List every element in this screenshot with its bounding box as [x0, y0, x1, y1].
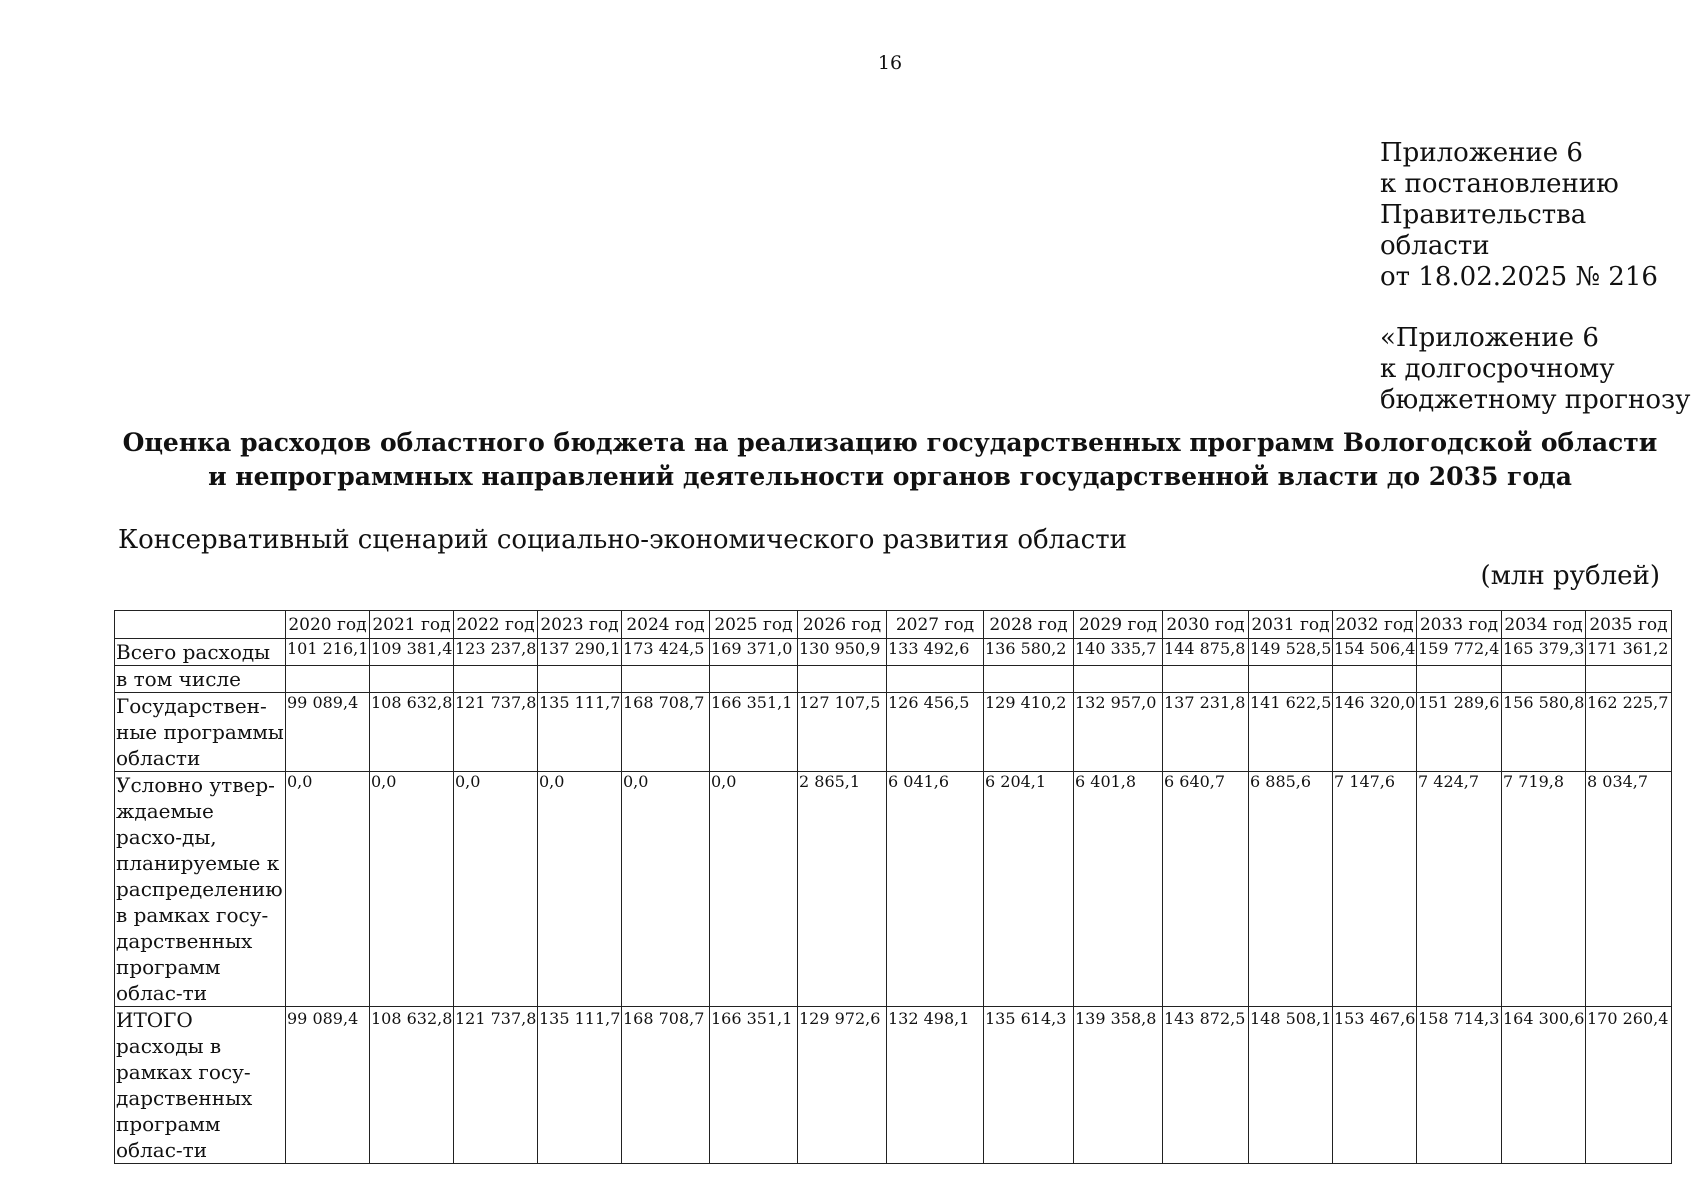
row-label: Государствен-ные программы области: [116, 694, 284, 770]
row-label: Условно утвер-ждаемые расхо-ды, планируемые к распределению в рамках госу-дарственных программ облас-ти: [115, 772, 286, 1007]
value-cell: 166 351,1: [710, 693, 798, 772]
value-cell: 6 041,6: [887, 772, 984, 1007]
appendix-line: к постановлению: [1380, 169, 1619, 199]
table-header-row: [115, 611, 1672, 639]
value-cell: 143 872,5: [1163, 1007, 1249, 1164]
value-cell: 148 508,1: [1249, 1007, 1333, 1164]
value-cell: 137 290,1: [538, 639, 622, 666]
year-header: 2034 год: [1502, 611, 1586, 639]
value-cell: 164 300,6: [1502, 1007, 1586, 1164]
value-cell: [1163, 666, 1249, 693]
value-cell: [370, 666, 454, 693]
value-cell: 158 714,3: [1417, 1007, 1502, 1164]
year-header: 2026 год: [798, 611, 887, 639]
value-cell: 151 289,6: [1417, 693, 1502, 772]
value-cell: [538, 666, 622, 693]
table-row: [115, 1007, 1672, 1164]
title-line-2: и непрограммных направлений деятельности органов государственной власти до 2035 года: [208, 462, 1572, 491]
value-cell: 153 467,6: [1333, 1007, 1417, 1164]
value-cell: 169 371,0: [710, 639, 798, 666]
value-cell: 133 492,6: [887, 639, 984, 666]
value-cell: [622, 666, 710, 693]
value-cell: 109 381,4: [370, 639, 454, 666]
value-cell: 135 111,7: [538, 693, 622, 772]
value-cell: [1586, 666, 1672, 693]
page-number: 16: [877, 52, 903, 74]
value-cell: 6 204,1: [984, 772, 1074, 1007]
appendix-line: от 18.02.2025 № 216: [1380, 262, 1658, 292]
value-cell: 108 632,8: [370, 693, 454, 772]
row-label: ИТОГО расходы в рамках госу-дарственных программ облас-ти: [115, 1007, 286, 1164]
value-cell: 127 107,5: [798, 693, 887, 772]
value-cell: [1074, 666, 1163, 693]
value-cell: 2 865,1: [798, 772, 887, 1007]
value-cell: 7 424,7: [1417, 772, 1502, 1007]
value-cell: 144 875,8: [1163, 639, 1249, 666]
appendix-line: Приложение 6: [1380, 138, 1583, 168]
value-cell: 126 456,5: [887, 693, 984, 772]
value-cell: 130 950,9: [798, 639, 887, 666]
appendix-line: к долгосрочному: [1380, 354, 1615, 384]
value-cell: 139 358,8: [1074, 1007, 1163, 1164]
value-cell: 7 147,6: [1333, 772, 1417, 1007]
value-cell: 0,0: [454, 772, 538, 1007]
table-row: [115, 772, 1672, 1007]
value-cell: 165 379,3: [1502, 639, 1586, 666]
value-cell: 0,0: [710, 772, 798, 1007]
year-header: 2020 год: [286, 611, 370, 639]
value-cell: 101 216,1: [286, 639, 370, 666]
year-header: 2023 год: [538, 611, 622, 639]
value-cell: 129 972,6: [798, 1007, 887, 1164]
title-line-1: Оценка расходов областного бюджета на реализацию государственных программ Вологодской области: [122, 428, 1658, 457]
scenario-caption: Консервативный сценарий социально-экономического развития области: [118, 525, 1127, 555]
value-cell: 0,0: [622, 772, 710, 1007]
value-cell: 166 351,1: [710, 1007, 798, 1164]
value-cell: 132 957,0: [1074, 693, 1163, 772]
value-cell: [798, 666, 887, 693]
value-cell: 132 498,1: [887, 1007, 984, 1164]
value-cell: 6 640,7: [1163, 772, 1249, 1007]
year-header: 2027 год: [887, 611, 984, 639]
value-cell: [1502, 666, 1586, 693]
value-cell: [1417, 666, 1502, 693]
value-cell: [1249, 666, 1333, 693]
value-cell: 135 614,3: [984, 1007, 1074, 1164]
row-label: Всего расходы: [115, 639, 286, 666]
value-cell: 121 737,8: [454, 693, 538, 772]
year-header: 2035 год: [1586, 611, 1672, 639]
value-cell: [887, 666, 984, 693]
value-cell: 0,0: [538, 772, 622, 1007]
table-row: [115, 666, 1672, 693]
value-cell: [710, 666, 798, 693]
value-cell: 123 237,8: [454, 639, 538, 666]
value-cell: 141 622,5: [1249, 693, 1333, 772]
budget-table: [114, 610, 1672, 1164]
appendix-line: «Приложение 6: [1380, 323, 1599, 353]
year-header: 2022 год: [454, 611, 538, 639]
value-cell: 8 034,7: [1586, 772, 1672, 1007]
value-cell: 136 580,2: [984, 639, 1074, 666]
table-row: [115, 639, 1672, 666]
year-header: 2032 год: [1333, 611, 1417, 639]
value-cell: 135 111,7: [538, 1007, 622, 1164]
value-cell: 170 260,4: [1586, 1007, 1672, 1164]
value-cell: [454, 666, 538, 693]
document-title: [110, 426, 1670, 494]
value-cell: [286, 666, 370, 693]
value-cell: 6 885,6: [1249, 772, 1333, 1007]
value-cell: 168 708,7: [622, 693, 710, 772]
appendix-block: [1380, 138, 1697, 416]
value-cell: 6 401,8: [1074, 772, 1163, 1007]
year-header: 2031 год: [1249, 611, 1333, 639]
value-cell: 159 772,4: [1417, 639, 1502, 666]
appendix-spacer: [1380, 293, 1697, 323]
value-cell: 162 225,7: [1586, 693, 1672, 772]
units-note: (млн рублей): [1480, 561, 1660, 591]
value-cell: 0,0: [286, 772, 370, 1007]
value-cell: 173 424,5: [622, 639, 710, 666]
year-header: 2025 год: [710, 611, 798, 639]
year-header: 2029 год: [1074, 611, 1163, 639]
value-cell: 129 410,2: [984, 693, 1074, 772]
year-header: 2030 год: [1163, 611, 1249, 639]
header-blank-cell: [115, 611, 286, 639]
year-header: 2021 год: [370, 611, 454, 639]
value-cell: 99 089,4: [286, 693, 370, 772]
value-cell: 171 361,2: [1586, 639, 1672, 666]
value-cell: [1333, 666, 1417, 693]
appendix-line: бюджетному прогнозу: [1380, 385, 1691, 415]
table-row: [115, 693, 1672, 772]
value-cell: 146 320,0: [1333, 693, 1417, 772]
year-header: 2028 год: [984, 611, 1074, 639]
year-header: 2033 год: [1417, 611, 1502, 639]
value-cell: 149 528,5: [1249, 639, 1333, 666]
value-cell: 7 719,8: [1502, 772, 1586, 1007]
value-cell: [984, 666, 1074, 693]
year-header: 2024 год: [622, 611, 710, 639]
value-cell: 99 089,4: [286, 1007, 370, 1164]
value-cell: 0,0: [370, 772, 454, 1007]
value-cell: 168 708,7: [622, 1007, 710, 1164]
row-label: в том числе: [115, 666, 286, 693]
value-cell: 121 737,8: [454, 1007, 538, 1164]
appendix-line: Правительства области: [1380, 200, 1587, 261]
value-cell: 154 506,4: [1333, 639, 1417, 666]
value-cell: 108 632,8: [370, 1007, 454, 1164]
value-cell: 156 580,8: [1502, 693, 1586, 772]
value-cell: 140 335,7: [1074, 639, 1163, 666]
value-cell: 137 231,8: [1163, 693, 1249, 772]
